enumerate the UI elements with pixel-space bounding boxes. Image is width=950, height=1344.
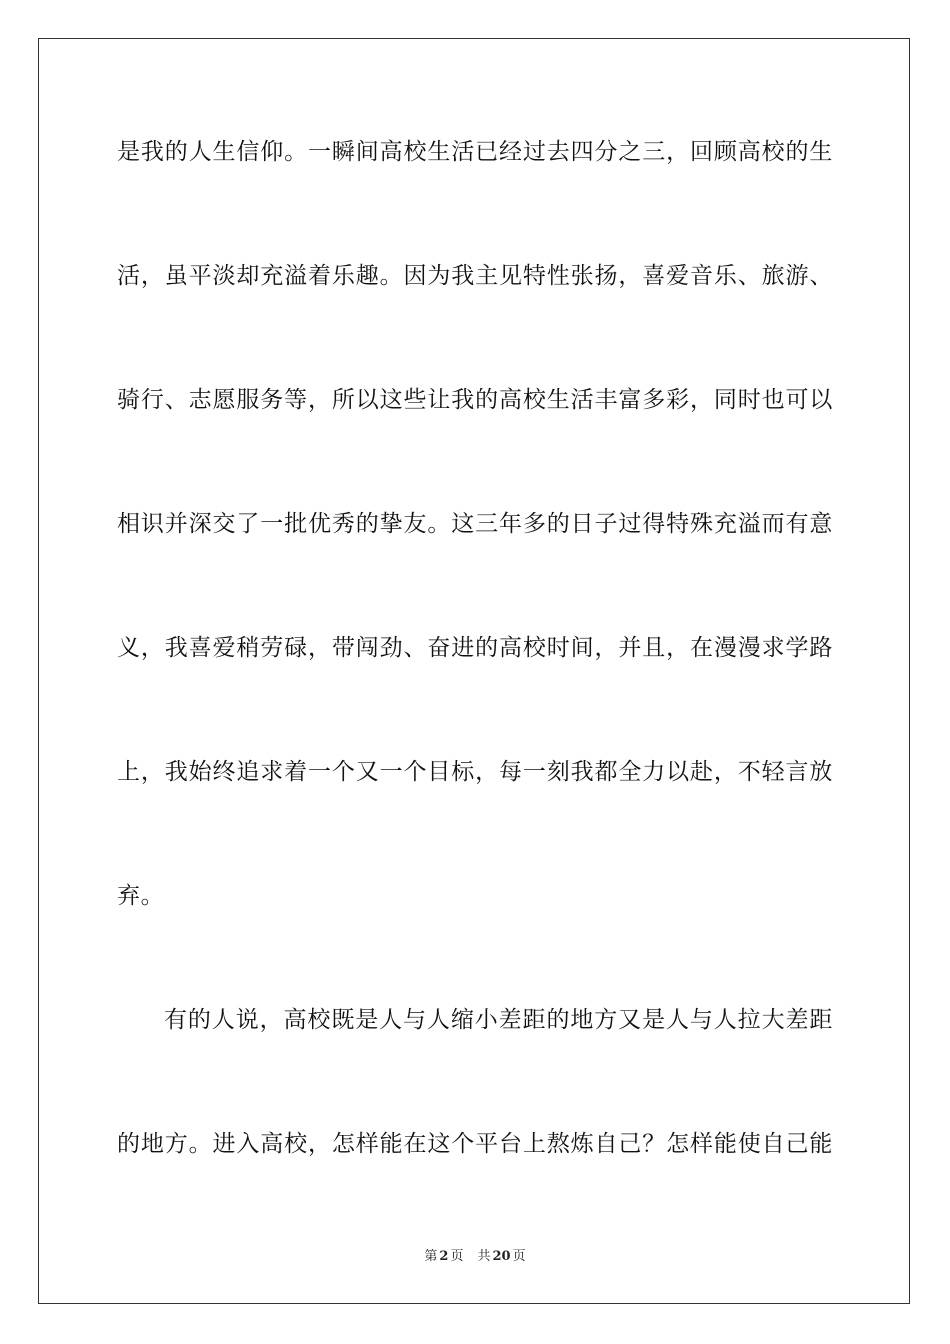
page-footer	[0, 1248, 950, 1266]
paragraph-line: 有的人说，高校既是人与人缩小差距的地方又是人与人拉大差距	[164, 1007, 833, 1033]
page-number: 2	[439, 1249, 449, 1264]
paragraph-line: 义，我喜爱稍劳碌，带闯劲、奋进的高校时间，并且，在漫漫求学路	[117, 635, 833, 661]
paragraph-line: 骑行、志愿服务等，所以这些让我的高校生活丰富多彩，同时也可以	[117, 387, 833, 413]
page-number-prefix: 第	[424, 1249, 438, 1264]
paragraph-line: 弃。	[117, 883, 165, 909]
paragraph-line: 是我的人生信仰。一瞬间高校生活已经过去四分之三，回顾高校的生	[117, 139, 833, 165]
page-number-suffix: 页	[450, 1249, 464, 1264]
page-total: 20	[492, 1249, 511, 1264]
page-border	[38, 38, 910, 1304]
paragraph-line: 上，我始终追求着一个又一个目标，每一刻我都全力以赴，不轻言放	[117, 759, 833, 785]
paragraph-line: 的地方。进入高校，怎样能在这个平台上熬炼自己？怎样能使自己能	[117, 1131, 833, 1157]
paragraph-line: 活，虽平淡却充溢着乐趣。因为我主见特性张扬，喜爱音乐、旅游、	[117, 263, 833, 289]
page-total-prefix: 共	[477, 1249, 491, 1264]
paragraph-line: 相识并深交了一批优秀的挚友。这三年多的日子过得特殊充溢而有意	[117, 511, 833, 537]
page-total-suffix: 页	[512, 1249, 526, 1264]
